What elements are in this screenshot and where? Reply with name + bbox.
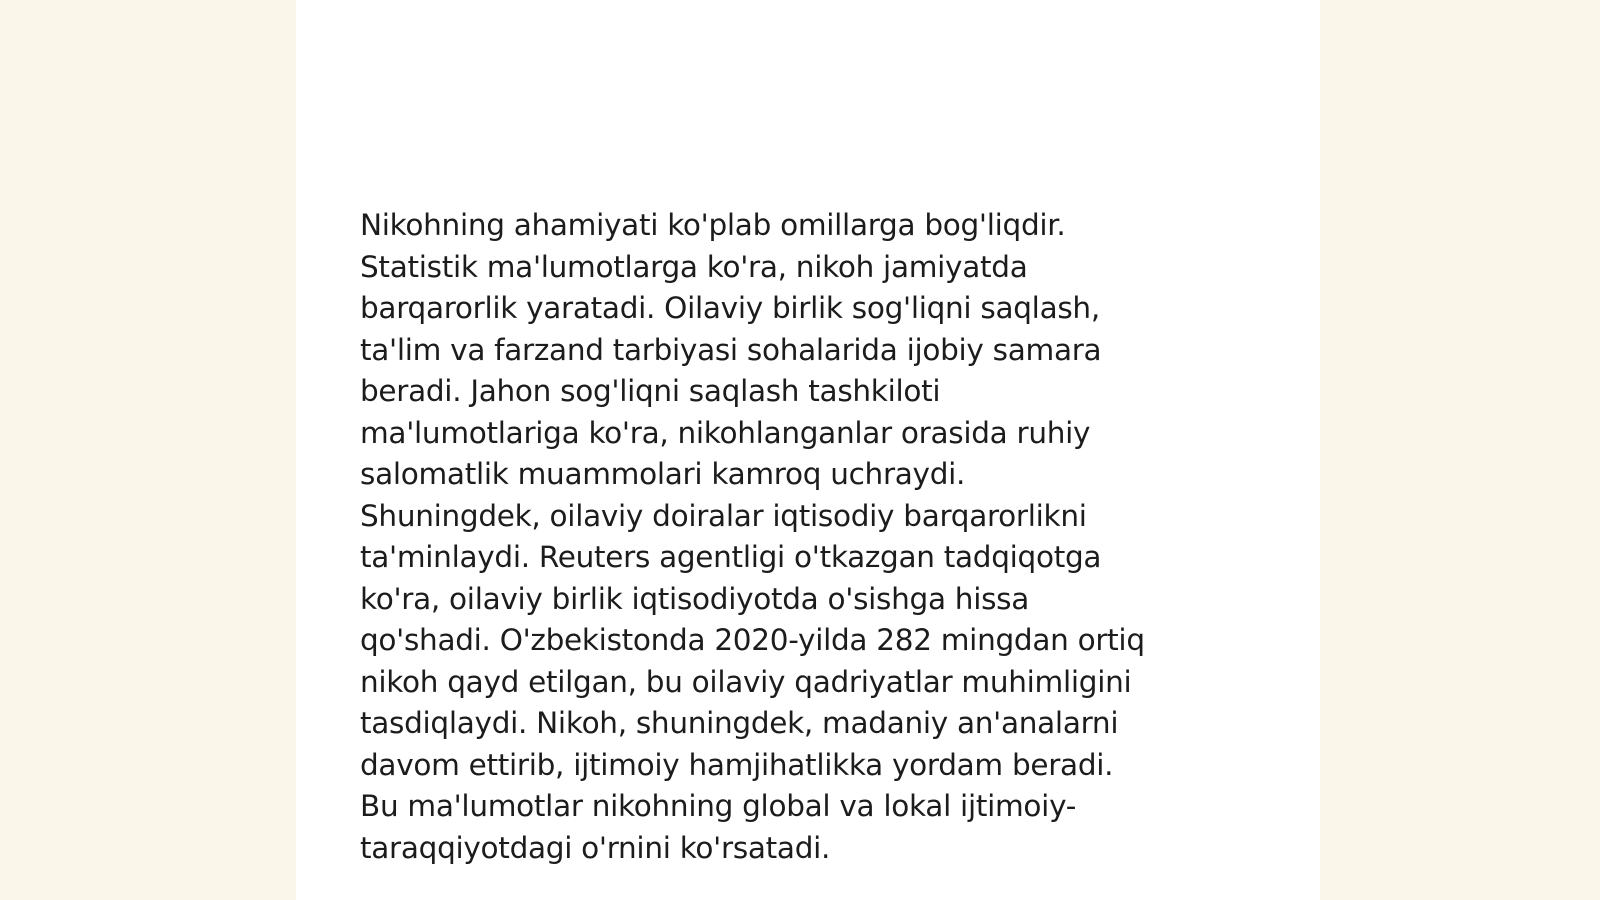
article-paragraph	[360, 205, 1260, 869]
text-line: Bu ma'lumotlar nikohning global va lokal ijtimoiy-	[360, 789, 1077, 823]
text-line: barqarorlik yaratadi. Oilaviy birlik sog'liqni saqlash,	[360, 291, 1100, 325]
text-line: salomatlik muammolari kamroq uchraydi.	[360, 457, 966, 491]
document-page	[296, 0, 1320, 900]
text-line: qo'shadi. O'zbekistonda 2020-yilda 282 mingdan ortiq	[360, 623, 1145, 657]
text-line: Statistik ma'lumotlarga ko'ra, nikoh jamiyatda	[360, 249, 1028, 284]
text-line: davom ettirib, ijtimoiy hamjihatlikka yordam beradi.	[360, 747, 1114, 782]
text-line: ko'ra, oilaviy birlik iqtisodiyotda o'sishga hissa	[360, 581, 1030, 616]
text-line: tasdiqlaydi. Nikoh, shuningdek, madaniy an'analarni	[360, 706, 1119, 740]
text-line: ta'minlaydi. Reuters agentligi o'tkazgan tadqiqotga	[360, 540, 1102, 574]
text-line: beradi. Jahon sog'liqni saqlash tashkiloti	[360, 374, 941, 408]
text-line: ta'lim va farzand tarbiyasi sohalarida ijobiy samara	[360, 332, 1102, 367]
text-line: taraqqiyotdagi o'rnini ko'rsatadi.	[360, 830, 831, 865]
text-line: Nikohning ahamiyati ko'plab omillarga bog'liqdir.	[360, 208, 1066, 242]
text-line: Shuningdek, oilaviy doiralar iqtisodiy barqarorlikni	[360, 498, 1087, 533]
text-line: ma'lumotlariga ko'ra, nikohlanganlar orasida ruhiy	[360, 415, 1091, 450]
text-line: nikoh qayd etilgan, bu oilaviy qadriyatlar muhimligini	[360, 664, 1132, 699]
